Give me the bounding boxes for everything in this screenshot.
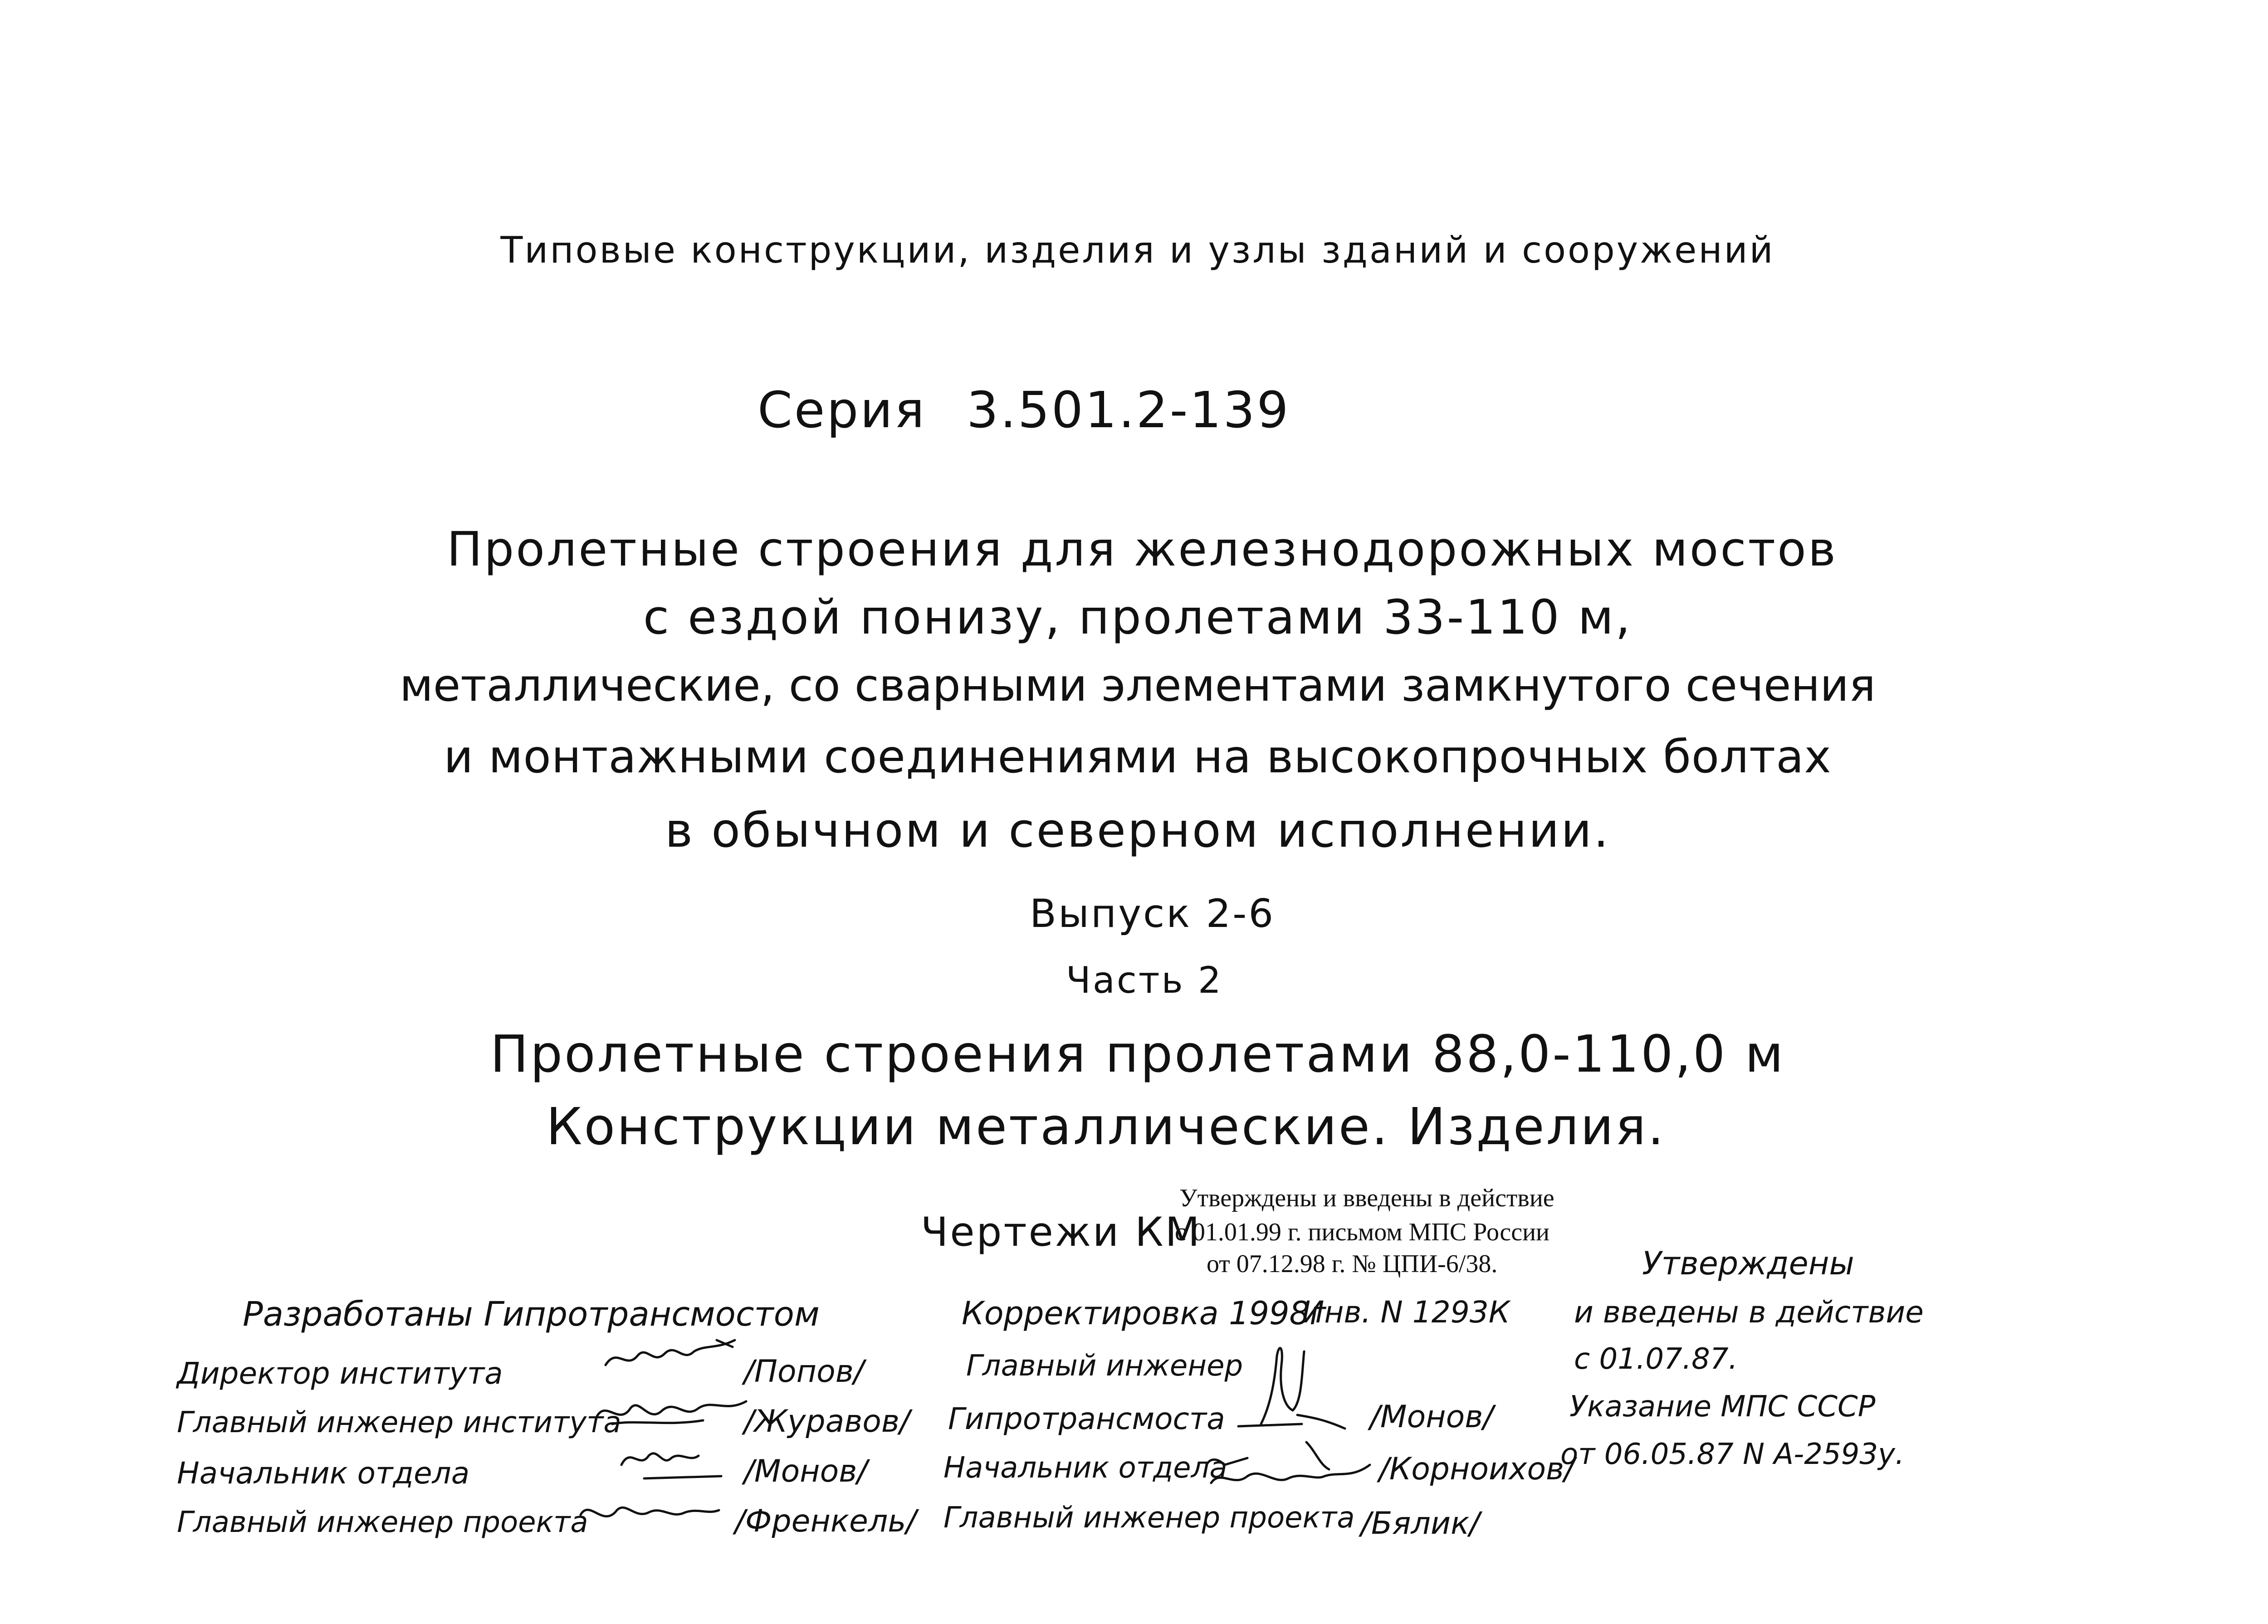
subtitle-line-1: Пролетные строения пролетами 88,0-110,0 м — [490, 1025, 1785, 1084]
approval-stamp-line-1: Утверждены и введены в действие — [1179, 1184, 1554, 1212]
correction-role-project-engineer: Главный инженер проекта — [943, 1501, 1355, 1535]
developer-role-project-engineer: Главный инженер проекта — [177, 1506, 588, 1539]
title-line-5: в обычном и северном исполнении. — [665, 803, 1611, 858]
drawings-label: Чертежи КМ — [921, 1209, 1202, 1255]
correction-role-chief-engineer: Главный инженер — [966, 1349, 1243, 1383]
correction-role-department-head: Начальник отдела — [943, 1451, 1227, 1485]
series-label: Серия — [758, 381, 926, 439]
approval-stamp-line-2: с 01.01.99 г. письмом МПС России — [1175, 1218, 1550, 1246]
title-line-1: Пролетные строения для железнодорожных мостов — [446, 522, 1838, 577]
developers-heading: Разработаны Гипротрансмостом — [243, 1295, 820, 1334]
category-header: Типовые конструкции, изделия и узлы зданий и сооружений — [500, 229, 1775, 271]
signature-correction-department-head — [1202, 1438, 1374, 1497]
signature-director — [603, 1338, 739, 1379]
approval-note-line-4: Указание МПС СССР — [1569, 1390, 1876, 1424]
signature-project-engineer — [576, 1497, 721, 1533]
correction-name-department-head: /Корноихов/ — [1379, 1451, 1575, 1487]
correction-name-chief-engineer: /Монов/ — [1370, 1399, 1494, 1435]
developer-name-director: /Попов/ — [744, 1354, 864, 1390]
developer-name-department-head: /Монов/ — [744, 1453, 868, 1489]
title-line-2: с ездой понизу, пролетами 33-110 м, — [643, 590, 1633, 645]
correction-name-project-engineer: /Бялик/ — [1361, 1506, 1480, 1541]
developer-role-director: Директор института — [177, 1356, 503, 1391]
approval-note-line-1: Утверждены — [1642, 1245, 1854, 1282]
subtitle-line-2: Конструкции металлические. Изделия. — [546, 1097, 1666, 1156]
correction-role-institute: Гипротрансмоста — [948, 1401, 1225, 1436]
inventory-number: Инв. N 1293К — [1302, 1295, 1510, 1330]
approval-note-line-2: и введены в действие — [1574, 1295, 1924, 1330]
signature-chief-engineer — [594, 1392, 748, 1433]
title-line-4: и монтажными соединениями на высокопрочных болтах — [444, 730, 1832, 783]
signature-correction-chief-engineer — [1234, 1338, 1352, 1438]
part-label: Часть 2 — [1066, 959, 1223, 1001]
approval-note-line-5: от 06.05.87 N А-2593у. — [1560, 1438, 1905, 1471]
series-line — [758, 381, 1290, 439]
title-line-3: металлические, со сварными элементами замкнутого сечения — [399, 660, 1876, 712]
correction-heading: Корректировка 1998г — [962, 1295, 1326, 1332]
approval-stamp-line-3: от 07.12.98 г. № ЦПИ-6/38. — [1207, 1250, 1498, 1278]
developer-role-chief-engineer: Главный инженер института — [177, 1406, 621, 1439]
approval-note-line-3: с 01.07.87. — [1574, 1342, 1738, 1376]
developer-name-project-engineer: /Френкель/ — [735, 1503, 917, 1539]
developer-role-department-head: Начальник отдела — [177, 1456, 470, 1491]
developer-name-chief-engineer: /Журавов/ — [744, 1404, 910, 1439]
series-number: 3.501.2-139 — [966, 381, 1290, 439]
signature-department-head — [617, 1442, 726, 1483]
issue-label: Выпуск 2-6 — [1030, 891, 1276, 936]
